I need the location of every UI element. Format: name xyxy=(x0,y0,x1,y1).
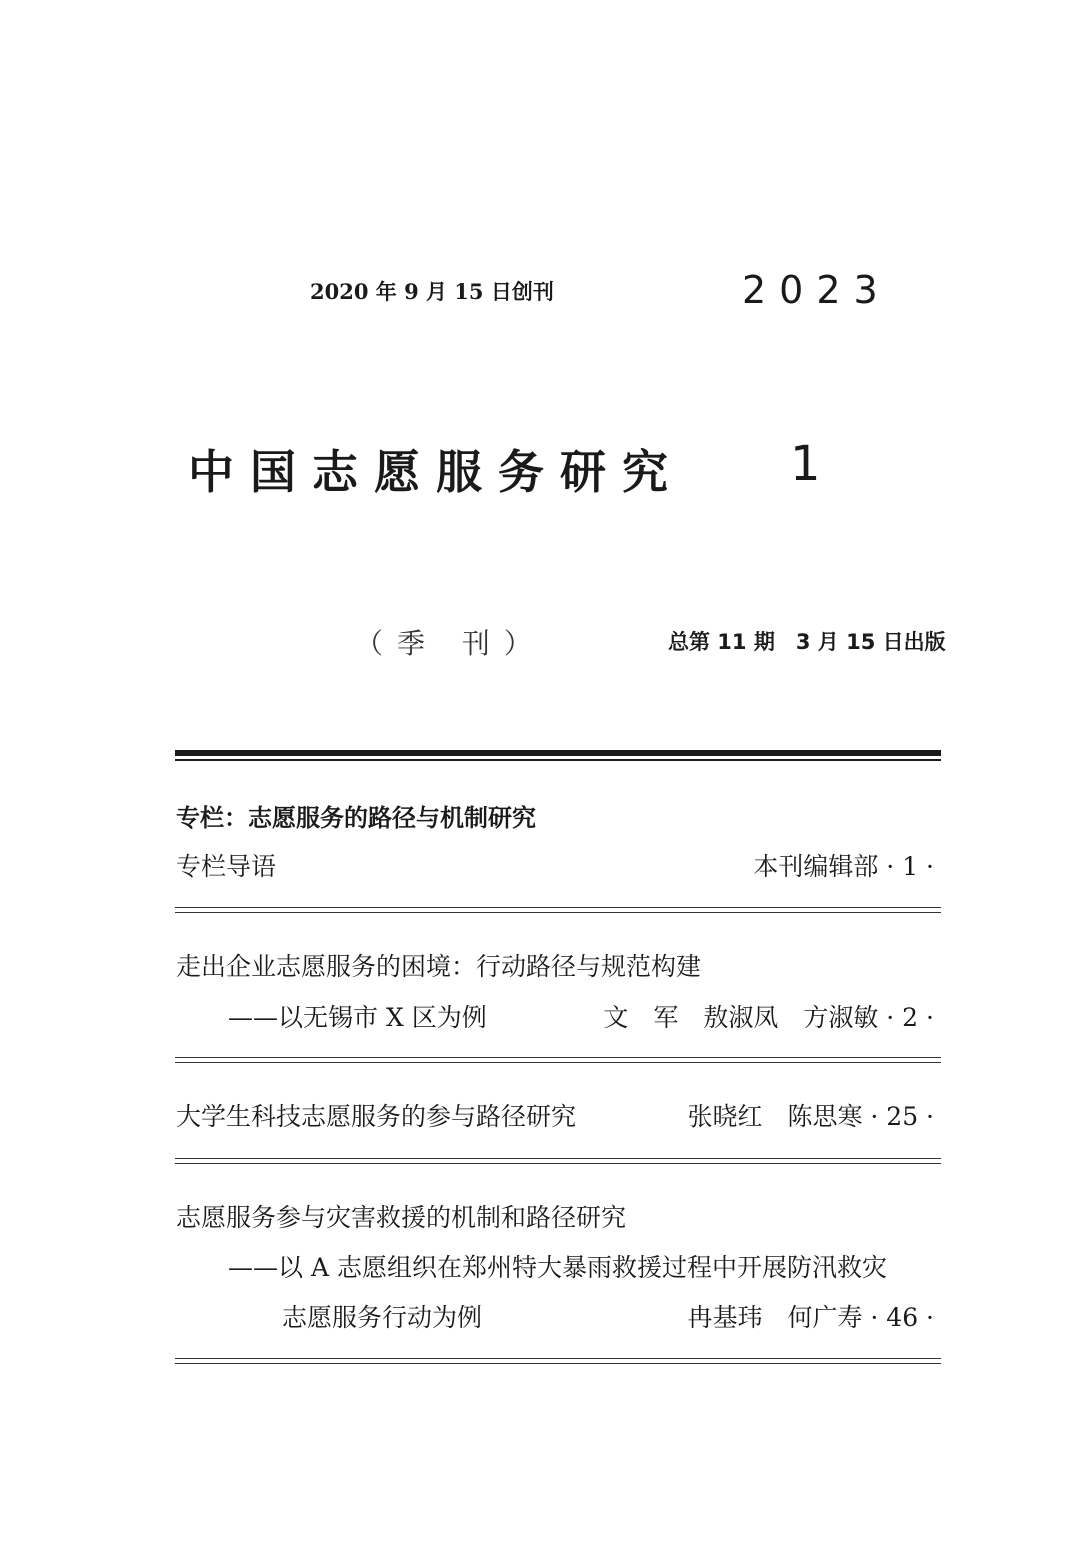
publication-frequency: （季 刊） xyxy=(355,627,546,660)
issue-number: 1 xyxy=(790,436,821,492)
column-intro-title[interactable]: 专栏导语 xyxy=(176,852,277,881)
column-intro-author-page: 本刊编辑部 · 1 · xyxy=(753,852,934,881)
publication-year: 2023 xyxy=(742,268,891,312)
founding-date: 2020 年 9 月 15 日创刊 xyxy=(310,279,554,304)
top-thick-rule xyxy=(175,750,941,756)
separator-rule xyxy=(175,1363,941,1364)
publication-info: 总第 11 期 3 月 15 日出版 xyxy=(668,630,946,654)
separator-rule xyxy=(175,1163,941,1164)
article-subtitle: ——以 A 志愿组织在郑州特大暴雨救援过程中开展防汛救灾 xyxy=(228,1253,887,1282)
separator-rule xyxy=(175,1158,941,1159)
article-subtitle-continued: 志愿服务行动为例 xyxy=(282,1303,483,1332)
article-subtitle: ——以无锡市 X 区为例 xyxy=(228,1003,487,1032)
separator-rule xyxy=(175,1062,941,1063)
journal-title: 中国志愿服务研究 xyxy=(188,445,684,499)
separator-rule xyxy=(175,907,941,908)
article-authors-page: 文 军 敖淑凤 方淑敏 · 2 · xyxy=(603,1003,934,1032)
article-title[interactable]: 大学生科技志愿服务的参与路径研究 xyxy=(176,1102,577,1131)
separator-rule xyxy=(175,1057,941,1058)
separator-rule xyxy=(175,1358,941,1359)
article-title[interactable]: 走出企业志愿服务的困境：行动路径与规范构建 xyxy=(176,952,702,981)
article-title[interactable]: 志愿服务参与灾害救援的机制和路径研究 xyxy=(176,1203,627,1232)
article-authors-page: 冉基玮 何广寿 · 46 · xyxy=(687,1303,934,1332)
column-heading: 专栏：志愿服务的路径与机制研究 xyxy=(176,804,536,832)
article-authors-page: 张晓红 陈思寒 · 25 · xyxy=(687,1102,934,1131)
top-thin-rule xyxy=(175,759,941,761)
separator-rule xyxy=(175,912,941,913)
